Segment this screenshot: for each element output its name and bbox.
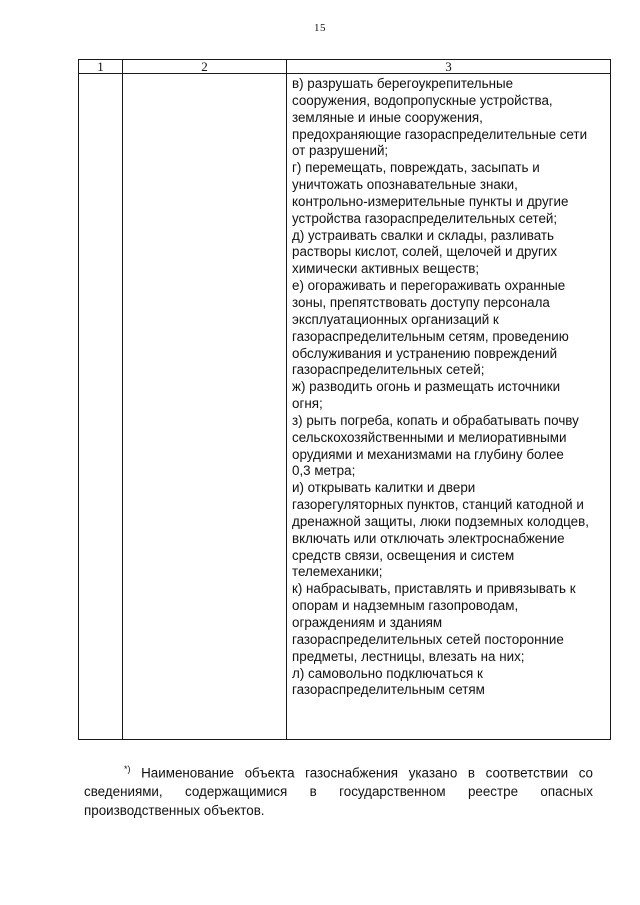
table-cell-col1 xyxy=(79,74,123,740)
footnote-marker: *) xyxy=(124,764,131,774)
footnote-text: Наименование объекта газоснабжения указано в соответствии со сведениями, содержащимися в государственном реестре опасных производственных объектов. xyxy=(84,765,593,819)
page-number: 15 xyxy=(314,22,326,34)
column-header-3: 3 xyxy=(287,60,611,74)
table-row xyxy=(79,74,611,740)
prohibitions-list-text: в) разрушать берегоукрепительные сооружения, водопропускные устройства, земляные и иные сооружения, предохраняющие газораспределительные сети от разрушений; г) перемещать, повреждать, засыпать и уничтожать опознавательные знаки, контрольно-измерительные пункты и другие устройства газораспределительных сетей; д) устраивать свалки и склады, разливать растворы кислот, солей, щелочей и других химически активных веществ; е) огораживать и перегораживать охранные зоны, препятствовать доступу персонала эксплуатационных организаций к газораспределительным сетям, проведению обслуживания и устранению повреждений газораспределительных сетей; ж) разводить огонь и размещать источники огня; з) рыть погреба, копать и обрабатывать почву сельскохозяйственными и мелиоративными орудиями и механизмами на глубину более 0,3 метра; и) открывать калитки и двери газорегуляторных пунктов, станций катодной и дренажной защиты, люки подземных колодцев, включать или отключать электроснабжение средств связи, освещения и систем телемеханики; к) набрасывать, приставлять и привязывать к опорам и надземным газопроводам, ограждениям и зданиям газораспределительных сетей посторонние предметы, лестницы, влезать на них; л) самовольно подключаться к газораспределительным сетям xyxy=(292,76,589,698)
table-cell-col3 xyxy=(287,74,611,740)
table-header-row xyxy=(79,60,611,74)
column-header-2: 2 xyxy=(123,60,287,74)
column-header-1: 1 xyxy=(79,60,123,74)
regulations-table xyxy=(78,59,611,740)
table-cell-col2 xyxy=(123,74,287,740)
footnote xyxy=(84,760,593,820)
